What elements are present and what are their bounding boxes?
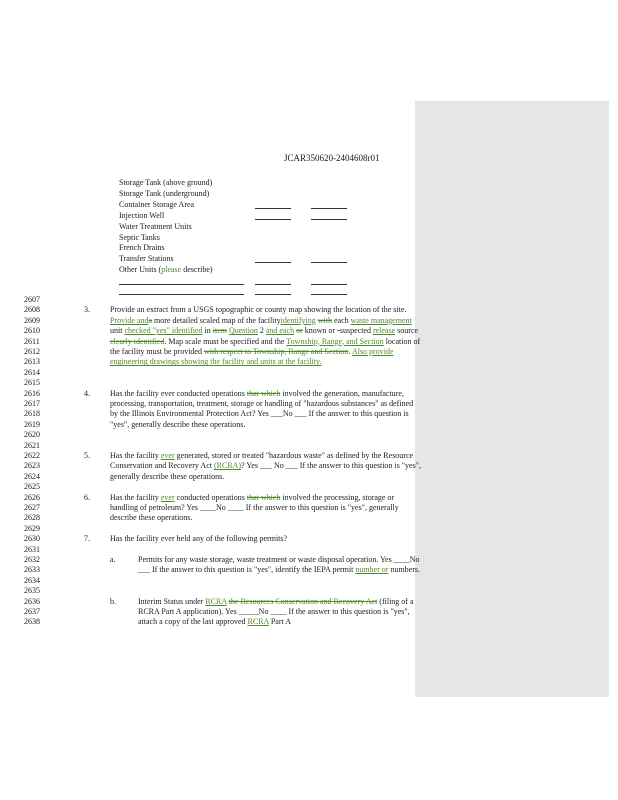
line-number: 2621 — [24, 440, 40, 450]
line-number: 2635 — [24, 586, 40, 596]
unit-item: Transfer Stations — [119, 254, 174, 264]
answer-blank — [255, 284, 291, 285]
line-number: 2617 — [24, 399, 40, 408]
comment-markup-pane — [415, 101, 609, 697]
question-7a-text: Permits for any waste storage, waste treatment or waste disposal operation. Yes ____No ___ If the answer to this question is "yes", identify the IEPA permit number or numbers. — [138, 555, 420, 575]
line-number: 2618 — [24, 409, 40, 419]
line-number: 2609 — [24, 315, 40, 325]
unit-inserted-word: please — [161, 265, 182, 275]
unit-item: Storage Tank (underground) — [119, 188, 210, 198]
line-number: 2624 — [24, 471, 40, 481]
item-number: 7. — [84, 534, 90, 544]
question-7b-text: Interim Status under RCRA the Resources Conservation and Recovery Act (filing of a RCRA Part A application). Yes _____No ____ If the answer to this question is "yes", attach a copy of the last approved RCRA Part A — [138, 596, 414, 627]
line-number: 2638 — [24, 617, 40, 627]
answer-blank — [311, 208, 347, 209]
line-number: 2622 — [24, 451, 40, 460]
unit-item: Injection Well — [119, 210, 165, 220]
answer-blank — [311, 219, 347, 220]
description-line — [119, 294, 244, 295]
unit-item: Water Treatment Units — [119, 221, 192, 231]
unit-item: Container Storage Area — [119, 199, 195, 209]
line-number: 2627 — [24, 503, 40, 512]
answer-blank — [311, 294, 347, 295]
line-number: 2631 — [24, 544, 40, 554]
item-number: b. — [110, 596, 116, 606]
question-3-text: Provide an extract from a USGS topographic or county map showing the location of the site. Provide anda more detailed scaled map of the facilityidentifying with each waste management unit checked "yes" identified in item Question 2 and each or known or -suspected release source clearly identified. Map scale must be specified and the Township, Range, and Section location of the facility must be provided with respect to Township, Range and Section. Also provide engineering drawings showing the facility and units at the facility. — [110, 305, 421, 367]
line-number: 2619 — [24, 419, 40, 429]
line-number: 2612 — [24, 347, 40, 356]
line-number: 2610 — [24, 326, 40, 336]
line-number: 2633 — [24, 565, 40, 575]
unit-item: Other Units (please describe) — [119, 265, 213, 275]
unit-item: Septic Tanks — [119, 232, 160, 242]
question-5-text: Has the facility ever generated, stored or treated "hazardous waste" as defined by the Resource Conservation and Recovery Act (RCRA)? Yes ___ No ___ If the answer to this question is "yes", generally describe these operations. — [110, 451, 421, 481]
line-number: 2634 — [24, 575, 40, 585]
unit-item: French Drains — [119, 243, 165, 253]
line-number: 2608 — [24, 305, 40, 315]
item-number: 4. — [84, 388, 90, 398]
line-number: 2607 — [24, 295, 40, 304]
answer-blank — [311, 262, 347, 263]
document-header-id: JCAR350620-2404608r01 — [284, 153, 380, 163]
line-number: 2637 — [24, 607, 40, 616]
answer-blank — [255, 219, 291, 220]
line-number: 2625 — [24, 482, 40, 492]
item-number: a. — [110, 555, 116, 564]
line-number: 2628 — [24, 513, 40, 523]
answer-blank — [255, 294, 291, 295]
item-number: 3. — [84, 305, 90, 315]
question-6-text: Has the facility ever conducted operations that which involved the processing, storage or handling of petroleum? Yes ____No ____ If the answer to this question is "yes", generally describe these operations. — [110, 492, 399, 523]
question-4-text: Has the facility ever conducted operations that which involved the generation, manufacture, processing, transportation, treatment, storage or handling of "hazardous substances" as defined by the Illinois Environmental Protection Act? Yes ___No ___ If the answer to this question is "yes", generally describe these operations. — [110, 388, 414, 429]
answer-blank — [255, 262, 291, 263]
question-7-text: Has the facility ever held any of the following permits? — [110, 534, 288, 544]
line-number: 2611 — [24, 336, 40, 346]
item-number: 6. — [84, 492, 90, 502]
line-number: 2623 — [24, 461, 40, 471]
line-number: 2614 — [24, 367, 40, 377]
item-number: 5. — [84, 451, 90, 460]
unit-item: Storage Tank (above ground) — [119, 178, 213, 187]
units-list — [119, 178, 224, 276]
answer-blank — [255, 208, 291, 209]
answer-blank — [311, 284, 347, 285]
line-number: 2630 — [24, 534, 40, 544]
line-number: 2616 — [24, 388, 40, 398]
description-line — [119, 284, 244, 285]
line-number: 2615 — [24, 378, 40, 388]
line-number: 2636 — [24, 596, 40, 606]
line-number: 2632 — [24, 555, 40, 564]
line-number: 2613 — [24, 357, 40, 367]
line-number: 2620 — [24, 430, 40, 440]
line-number: 2629 — [24, 523, 40, 533]
line-number: 2626 — [24, 492, 40, 502]
